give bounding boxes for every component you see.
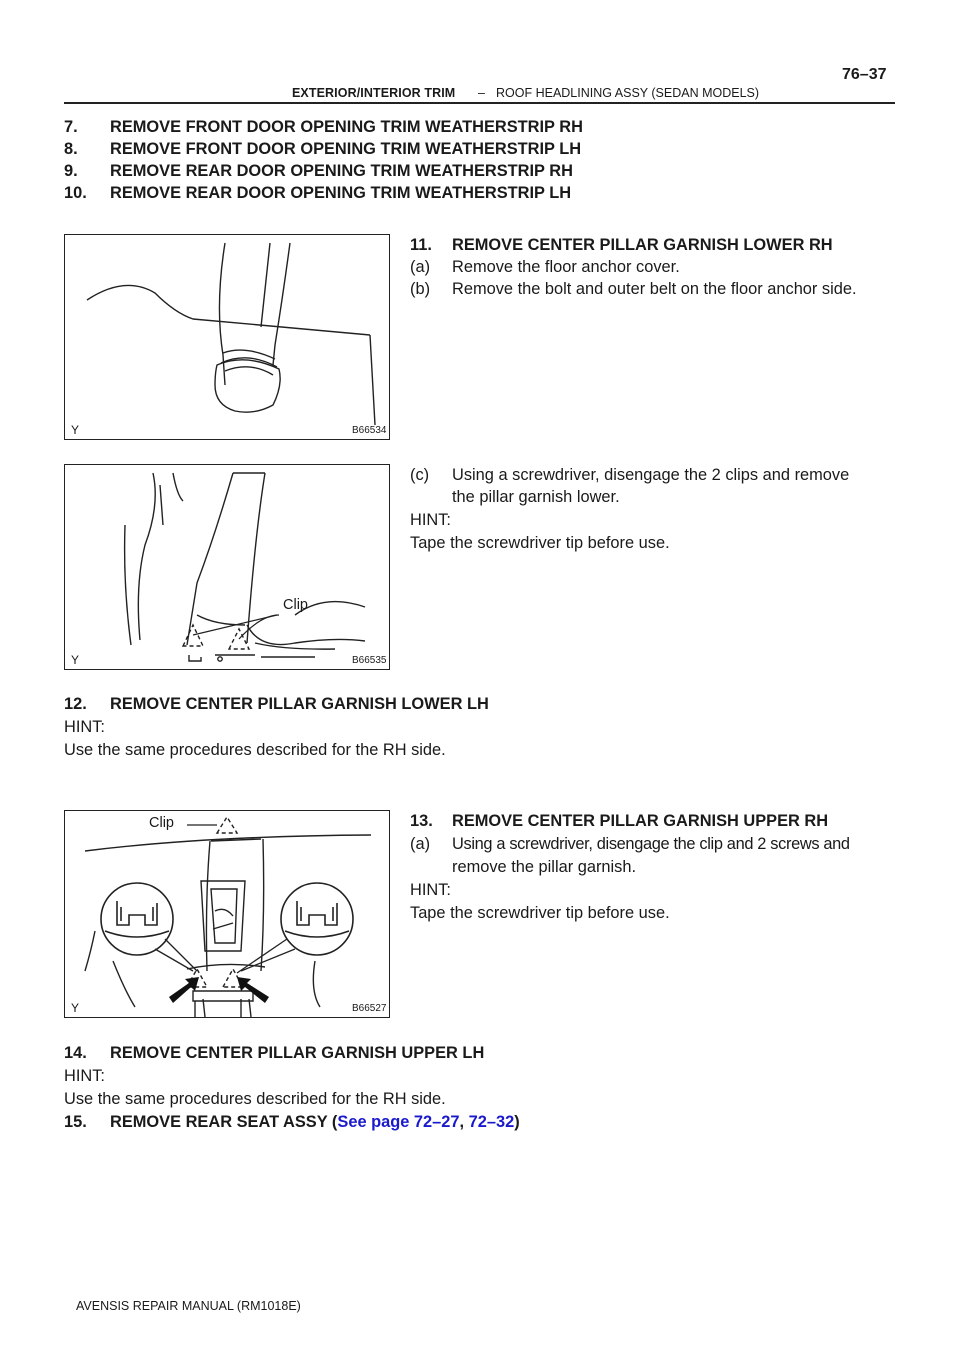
header-section-title: EXTERIOR/INTERIOR TRIM — [292, 86, 456, 100]
step-text: REMOVE CENTER PILLAR GARNISH LOWER LH — [110, 695, 489, 713]
figure-code: B66535 — [352, 655, 387, 666]
hint-label: HINT: — [410, 511, 451, 529]
substep-text: Remove the floor anchor cover. — [452, 258, 680, 276]
header-rule — [64, 102, 895, 104]
substep-text: Remove the bolt and outer belt on the floor anchor side. — [452, 280, 857, 298]
substep-text-line1: Using a screwdriver, disengage the 2 clips and remove — [452, 466, 850, 484]
substep-label: (a) — [410, 835, 431, 853]
figure-y-mark: Y — [71, 653, 80, 667]
step-text: REMOVE FRONT DOOR OPENING TRIM WEATHERSTRIP RH — [110, 118, 583, 136]
step-number: 15. — [64, 1113, 87, 1131]
hint-text: Use the same procedures described for the RH side. — [64, 741, 446, 759]
substep-label: (b) — [410, 280, 431, 298]
step-number: 14. — [64, 1044, 87, 1062]
hint-label: HINT: — [64, 718, 105, 736]
hint-text: Tape the screwdriver tip before use. — [410, 534, 670, 552]
substep-label: (c) — [410, 466, 430, 484]
step-number: 7. — [64, 118, 78, 136]
hint-text: Tape the screwdriver tip before use. — [410, 904, 670, 922]
step-text: REMOVE REAR DOOR OPENING TRIM WEATHERSTRIP LH — [110, 184, 572, 202]
substep-label: (a) — [410, 258, 431, 276]
step-text: REMOVE CENTER PILLAR GARNISH UPPER LH — [110, 1044, 485, 1062]
hint-label: HINT: — [410, 881, 451, 899]
step-number: 8. — [64, 140, 78, 158]
floor-anchor-illustration — [65, 235, 391, 441]
page-number: 76–37 — [842, 66, 887, 83]
step-text: REMOVE CENTER PILLAR GARNISH UPPER RH — [452, 812, 829, 830]
figure-floor-anchor-cover — [64, 234, 390, 440]
step-number: 13. — [410, 812, 433, 830]
footer-manual-title: AVENSIS REPAIR MANUAL (RM1018E) — [76, 1299, 301, 1313]
substep-text-line2: remove the pillar garnish. — [452, 858, 637, 876]
header-separator: – — [478, 86, 485, 100]
figure-y-mark: Y — [71, 1001, 80, 1015]
step-text: REMOVE FRONT DOOR OPENING TRIM WEATHERSTRIP LH — [110, 140, 582, 158]
step-number: 10. — [64, 184, 87, 202]
clip-callout: Clip — [149, 815, 174, 831]
step-text: REMOVE REAR SEAT ASSY ( — [110, 1113, 338, 1131]
figure-pillar-garnish-upper — [64, 810, 390, 1018]
figure-y-mark: Y — [71, 423, 80, 437]
figure-pillar-garnish-lower — [64, 464, 390, 670]
figure-code: B66534 — [352, 425, 387, 436]
link-separator: , — [459, 1113, 469, 1131]
pillar-garnish-upper-illustration — [65, 811, 391, 1019]
figure-code: B66527 — [352, 1003, 387, 1014]
hint-text: Use the same procedures described for the RH side. — [64, 1090, 446, 1108]
step-number: 11. — [410, 236, 432, 254]
step-text: REMOVE CENTER PILLAR GARNISH LOWER RH — [452, 236, 833, 254]
clip-callout: Clip — [283, 597, 308, 613]
step-text: REMOVE REAR DOOR OPENING TRIM WEATHERSTRIP RH — [110, 162, 573, 180]
see-page-link-72-32[interactable]: 72–32 — [468, 1113, 515, 1131]
hint-label: HINT: — [64, 1067, 105, 1085]
step-text-close: ) — [514, 1113, 520, 1131]
step-number: 9. — [64, 162, 78, 180]
substep-text-line1: Using a screwdriver, disengage the clip and 2 screws and — [452, 835, 850, 853]
substep-text-line2: the pillar garnish lower. — [452, 488, 620, 506]
see-page-link-72-27[interactable]: See page 72–27 — [337, 1113, 460, 1131]
header-subsection-title: ROOF HEADLINING ASSY (SEDAN MODELS) — [496, 86, 760, 100]
step-number: 12. — [64, 695, 87, 713]
pillar-garnish-lower-illustration — [65, 465, 391, 671]
